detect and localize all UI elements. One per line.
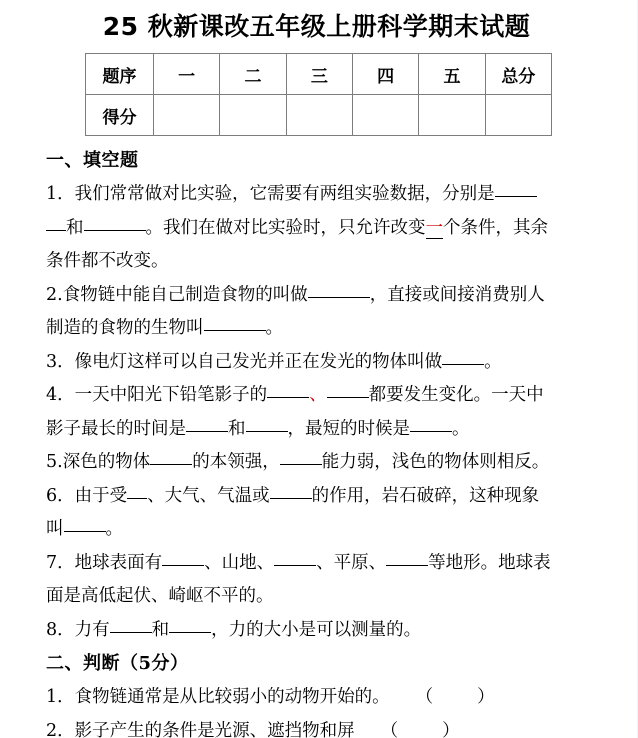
judge-q2-left-paren: （ [380,720,399,738]
q4-blank-3[interactable] [186,416,228,432]
q1-blank-1-cont[interactable] [46,215,66,231]
q2-blank-2[interactable] [204,315,266,331]
q4-blank-2[interactable] [327,382,369,398]
judge-q1-left-paren: （ [415,687,434,707]
q1-blank-2[interactable] [84,215,146,231]
q8-blank-1[interactable] [110,617,152,633]
question-5-line-1 [46,446,597,480]
q5-blank-1[interactable] [150,449,192,465]
q4-text-a: 4．一天中阳光下铅笔影子的 [46,385,268,405]
score-cell-total[interactable] [485,95,551,136]
q4-text-c: 影子最长的时间是 [46,418,186,439]
q4-text-b: 都要发生变化。一天中 [368,385,544,405]
q7-text-d: 等地形。地球表 [428,552,551,573]
q4-blank-4[interactable] [246,416,288,432]
score-cell-4[interactable] [352,95,418,136]
q5-text-a: 5.深色的物体 [46,452,151,472]
q8-blank-2[interactable] [169,617,211,633]
score-cell-1[interactable] [154,95,220,136]
question-1-line-2: 和 。我们在做对比实验时，只允许改变一个条件，其余 [46,212,597,246]
q4-blank-1[interactable] [267,382,309,398]
judge-q2-right-paren: ） [442,720,460,738]
q5-blank-2[interactable] [280,449,322,465]
judge-question-1 [46,681,597,715]
question-8-line-1 [46,614,597,648]
q7-text-c: 、平原、 [316,552,387,573]
judge-q2-text: 2．影子产生的条件是光源、遮挡物和屏 [46,720,355,738]
question-7-line-1 [46,547,597,581]
q4-text-d: 和 [228,418,246,439]
q1-text-b: 。我们在做对比实验时，只允许改变 [145,217,426,238]
q4-text-f: 。 [452,418,470,439]
table-header-label: 题序 [86,54,154,95]
table-header-col-4: 四 [352,54,418,95]
question-6-line-2 [46,513,597,547]
q5-text-b: 的本领强， [192,452,280,472]
section-heading-fill-in-blank: 一、填空题 [46,150,139,171]
q6-text-b: 、大气、气温或 [147,485,270,506]
q1-blank-1[interactable] [495,181,537,197]
question-2-line-2 [46,312,597,346]
exam-body [0,144,637,738]
q6-blank-1[interactable] [127,483,147,499]
q6-text-c: 的作用，岩石破碎，这种现象 [311,485,540,506]
table-header-col-3: 三 [286,54,352,95]
q7-blank-1[interactable] [162,550,204,566]
q4-text-e: ，最短的时候是 [287,418,410,439]
section-heading-true-false: 二、判断（5分） [46,653,189,674]
q1-red-character: 一 [425,217,443,238]
judge-q1-answer-box[interactable] [416,681,495,715]
judge-q1-text: 1．食物链通常是从比较弱小的动物开始的。 [46,687,390,707]
q7-blank-2[interactable] [274,550,316,566]
q3-text-a: 3．像电灯这样可以自己发光并正在发光的物体叫做 [46,351,443,372]
q2-text-a: 2.食物链中能自己制造食物的叫做 [46,284,308,305]
q2-text-c: 制造的食物的生物叫 [46,318,204,338]
q6-blank-2[interactable] [270,483,312,499]
score-cell-3[interactable] [286,95,352,136]
table-header-col-1: 一 [154,54,220,95]
question-4-line-2 [46,413,597,447]
judge-q1-right-paren: ） [477,687,495,707]
table-header-col-5: 五 [419,54,485,95]
score-cell-2[interactable] [220,95,286,136]
question-1-line-1 [46,178,597,212]
q7-text-b: 、山地、 [204,552,275,573]
q5-text-c: 能力弱，浅色的物体则相反。 [321,452,550,472]
q6-text-d: 叫 [46,519,64,539]
question-1-line-3: 条件都不改变。 [46,251,169,271]
question-4-line-1 [46,379,597,413]
q3-blank-1[interactable] [442,349,484,365]
q4-red-comma: 、 [309,385,327,405]
q6-blank-3[interactable] [64,516,106,532]
table-row-score [86,95,552,136]
judge-q2-answer-box[interactable] [381,715,460,738]
q2-text-d: 。 [265,318,283,338]
table-score-label: 得分 [86,95,154,136]
q3-text-b: 。 [484,351,502,372]
table-header-col-total: 总分 [485,54,551,95]
question-6-line-1 [46,480,597,514]
table-row-header [86,54,552,95]
q4-blank-5[interactable] [410,416,452,432]
q2-blank-1[interactable] [308,282,370,298]
score-table-container [0,53,637,136]
question-3-line-1 [46,346,597,380]
score-table [85,53,552,136]
score-cell-5[interactable] [419,95,485,136]
q7-text-a: 7．地球表面有 [46,552,163,573]
q1-text-c: 个条件，其余 [443,217,548,238]
q7-blank-3[interactable] [386,550,428,566]
q6-text-e: 。 [105,519,123,539]
q1-text-a: 1．我们常常做对比实验，它需要有两组实验数据，分别是 [46,184,495,204]
q8-text-c: ，力的大小是可以测量的。 [211,619,422,640]
table-header-col-2: 二 [220,54,286,95]
page-title: 25 秋新课改五年级上册科学期末试题 [102,12,531,41]
question-7-line-2: 面是高低起伏、崎岖不平的。 [46,586,274,606]
q8-text-b: 和 [151,619,170,640]
q6-text-a: 6．由于受 [46,485,128,506]
question-2-line-1 [46,279,597,313]
q2-text-b: ，直接或间接消费别人 [369,284,545,305]
q8-text-a: 8．力有 [46,619,110,640]
judge-question-2 [46,715,597,738]
